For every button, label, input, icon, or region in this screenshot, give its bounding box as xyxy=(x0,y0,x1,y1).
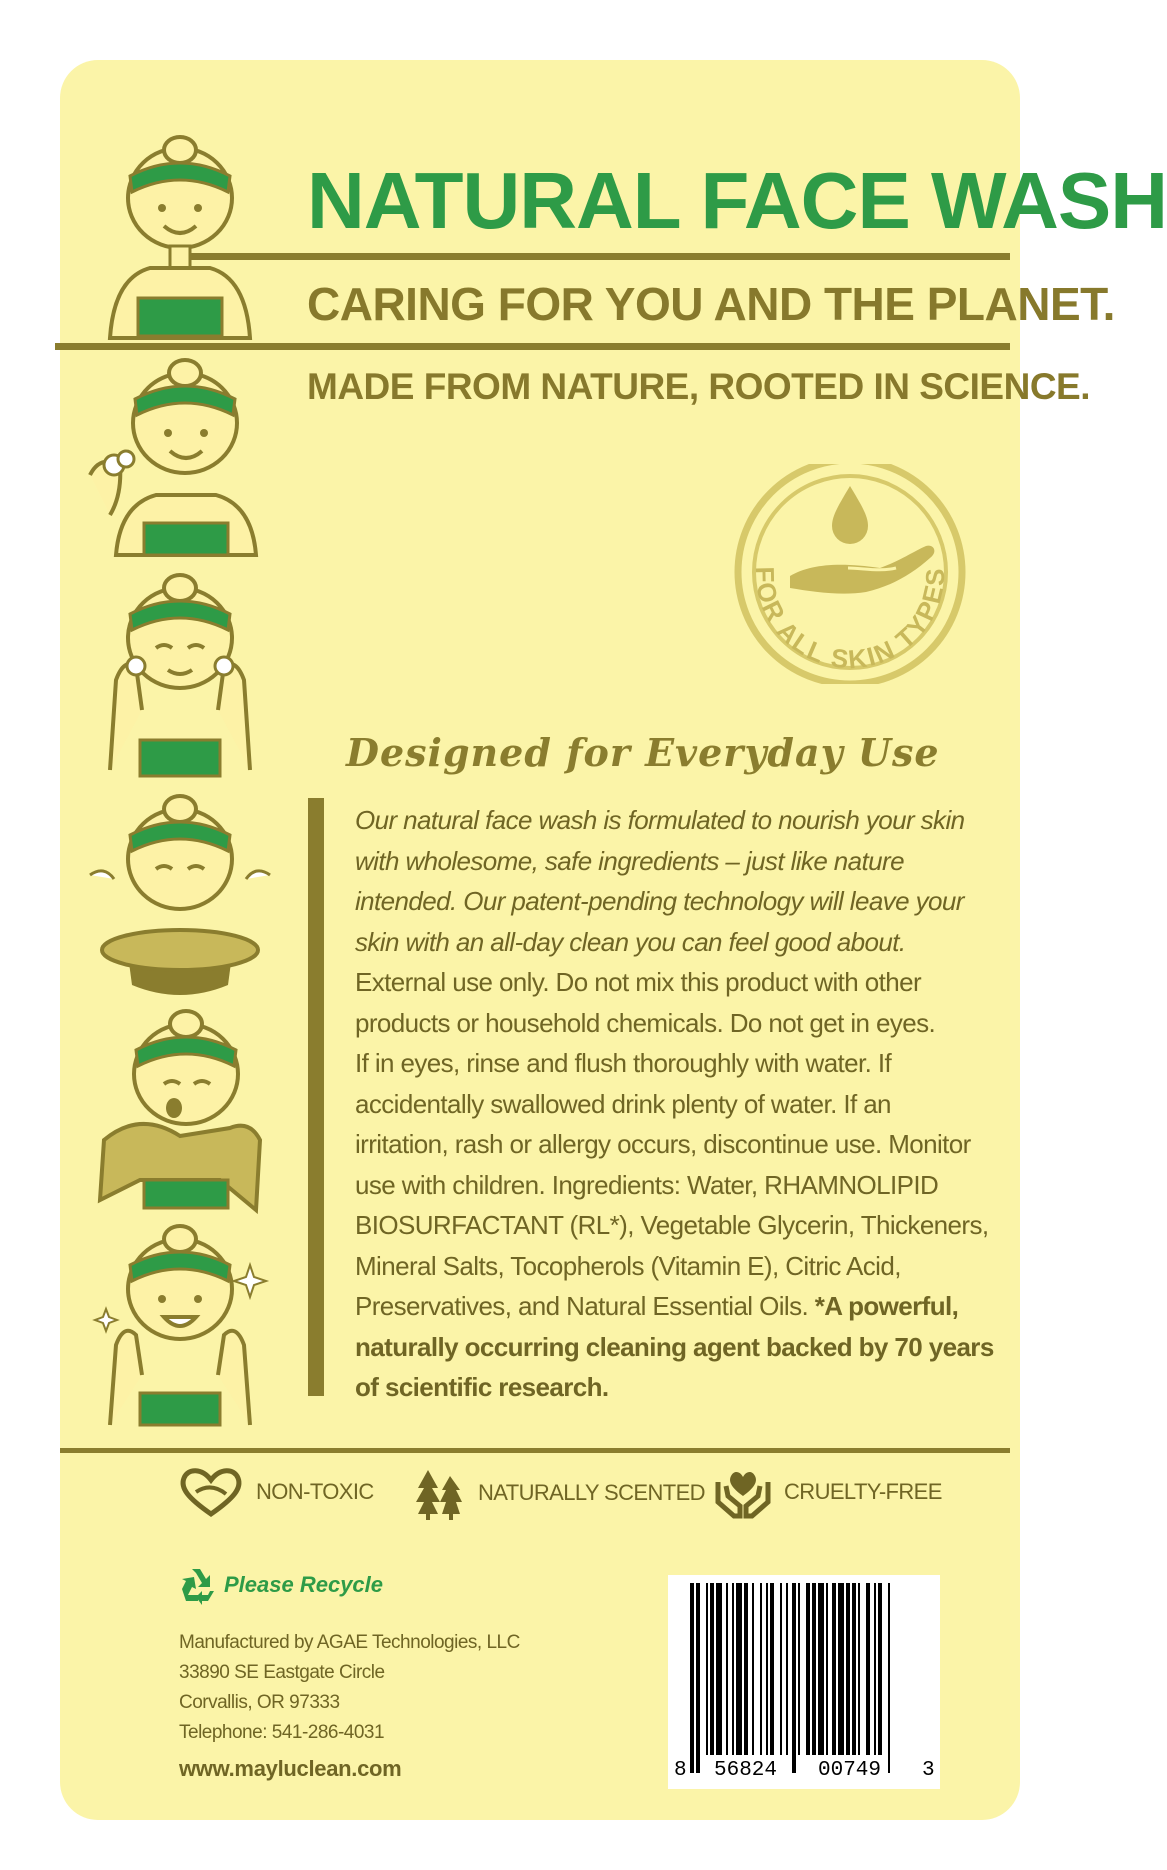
hand-with-drop-icon xyxy=(790,486,934,594)
barcode-digit: 00749 xyxy=(818,1759,882,1782)
barcode-digit: 8 xyxy=(674,1759,687,1782)
barcode-bar xyxy=(716,1583,722,1755)
badge-text: FOR ALL SKIN TYPES xyxy=(749,566,951,675)
barcode-bar xyxy=(852,1583,856,1755)
desc-line: BIOSURFACTANT (RL*), Vegetable Glycerin, Thickeners, xyxy=(355,1210,989,1240)
feature-label: CRUELTY-FREE xyxy=(784,1479,942,1504)
city-line: Corvallis, OR 97333 xyxy=(179,1692,340,1713)
barcode-bar xyxy=(792,1583,796,1773)
desc-line: External use only. Do not mix this product with other xyxy=(355,967,921,997)
desc-line: intended. Our patent-pending technology will leave your xyxy=(355,886,964,916)
barcode-bar xyxy=(812,1583,816,1755)
feature-label: NON-TOXIC xyxy=(256,1479,374,1504)
barcode xyxy=(668,1575,940,1789)
desc-line: If in eyes, rinse and flush thoroughly with water. If xyxy=(355,1048,892,1078)
barcode-bar xyxy=(710,1583,714,1755)
desc-line xyxy=(355,1286,995,1327)
barcode-bar xyxy=(806,1583,810,1755)
barcode-bar xyxy=(752,1583,754,1755)
desc-line: irritation, rash or allergy occurs, discontinue use. Monitor xyxy=(355,1129,971,1159)
description-text xyxy=(355,800,995,1408)
barcode-digit: 56824 xyxy=(714,1759,778,1782)
recycle-icon xyxy=(178,1565,218,1603)
footer-divider xyxy=(60,1448,1010,1453)
desc-line: use with children. Ingredients: Water, RHAMNOLIPID xyxy=(355,1169,939,1200)
barcode-bar xyxy=(744,1583,748,1755)
website-link[interactable]: www.mayluclean.com xyxy=(179,1756,402,1781)
step1-smiling-face-illustration xyxy=(80,138,280,338)
barcode-bar xyxy=(766,1583,768,1755)
address-line: 33890 SE Eastgate Circle xyxy=(179,1662,385,1683)
barcode-bar xyxy=(858,1583,860,1755)
barcode-bar xyxy=(888,1583,890,1773)
pine-trees-icon xyxy=(414,1466,466,1520)
barcode-bar xyxy=(832,1583,836,1755)
desc-line: naturally occurring cleaning agent backed by 70 years xyxy=(355,1331,994,1362)
barcode-bar xyxy=(846,1583,850,1755)
desc-line: products or household chemicals. Do not get in eyes. xyxy=(355,1007,936,1038)
barcode-bar xyxy=(878,1583,882,1755)
desc-line: skin with an all-day clean you can feel good about. xyxy=(355,926,906,957)
step6-happy-face-illustration xyxy=(80,1225,280,1425)
barcode-bar xyxy=(866,1583,870,1755)
desc-line: of scientific research. xyxy=(355,1372,609,1402)
title-divider xyxy=(185,253,1010,260)
heart-leaf-icon xyxy=(178,1466,244,1518)
skin-types-badge xyxy=(730,464,970,684)
barcode-bar xyxy=(826,1583,828,1755)
product-title: NATURAL FACE WASH xyxy=(307,156,1167,245)
step2-foam-hand-illustration xyxy=(80,355,280,555)
step3-washing-face-illustration xyxy=(80,570,280,780)
tagline-divider xyxy=(55,343,1010,350)
feature-non-toxic xyxy=(178,1466,374,1518)
barcode-bar xyxy=(736,1583,742,1755)
recycle-text: Please Recycle xyxy=(224,1572,384,1597)
barcode-bar xyxy=(798,1583,800,1755)
barcode-bar xyxy=(690,1583,694,1773)
barcode-bars xyxy=(668,1575,940,1789)
feature-naturally-scented xyxy=(414,1466,705,1520)
step5-towel-drying-illustration xyxy=(80,1010,280,1210)
desc-line: accidentally swallowed drink plenty of water. If an xyxy=(355,1088,891,1119)
desc-line: with wholesome, safe ingredients – just like nature xyxy=(355,845,904,876)
feature-label: NATURALLY SCENTED xyxy=(478,1480,705,1505)
desc-line: Mineral Salts, Tocopherols (Vitamin E), Citric Acid, xyxy=(355,1250,901,1281)
hands-heart-icon xyxy=(714,1466,772,1518)
barcode-bar xyxy=(786,1583,788,1755)
barcode-bar xyxy=(696,1583,700,1773)
manufacturer-info xyxy=(179,1628,520,1748)
feature-cruelty-free xyxy=(714,1466,942,1518)
barcode-digit: 3 xyxy=(922,1759,935,1782)
barcode-bar xyxy=(780,1583,782,1755)
barcode-bar xyxy=(760,1583,762,1755)
section-heading: Designed for Everyday Use xyxy=(346,730,940,775)
barcode-bar xyxy=(874,1583,876,1755)
desc-fragment-bold: *A powerful, xyxy=(814,1291,959,1321)
desc-fragment: Preservatives, and Natural Essential Oils. xyxy=(355,1291,815,1321)
barcode-bar xyxy=(818,1583,824,1755)
subtagline: MADE FROM NATURE, ROOTED IN SCIENCE. xyxy=(307,366,1090,407)
manufacturer-line: Manufactured by AGAE Technologies, LLC xyxy=(179,1632,520,1653)
barcode-bar xyxy=(726,1583,728,1755)
barcode-bar xyxy=(706,1583,708,1755)
tagline: CARING FOR YOU AND THE PLANET. xyxy=(307,278,1115,330)
barcode-bar xyxy=(770,1583,774,1755)
barcode-bar xyxy=(732,1583,734,1755)
step4-rinsing-basin-illustration xyxy=(80,795,280,995)
description-accent-bar xyxy=(308,798,324,1396)
barcode-bar xyxy=(838,1583,844,1755)
desc-line: Our natural face wash is formulated to nourish your skin xyxy=(355,805,965,835)
telephone-line: Telephone: 541-286-4031 xyxy=(179,1722,385,1743)
